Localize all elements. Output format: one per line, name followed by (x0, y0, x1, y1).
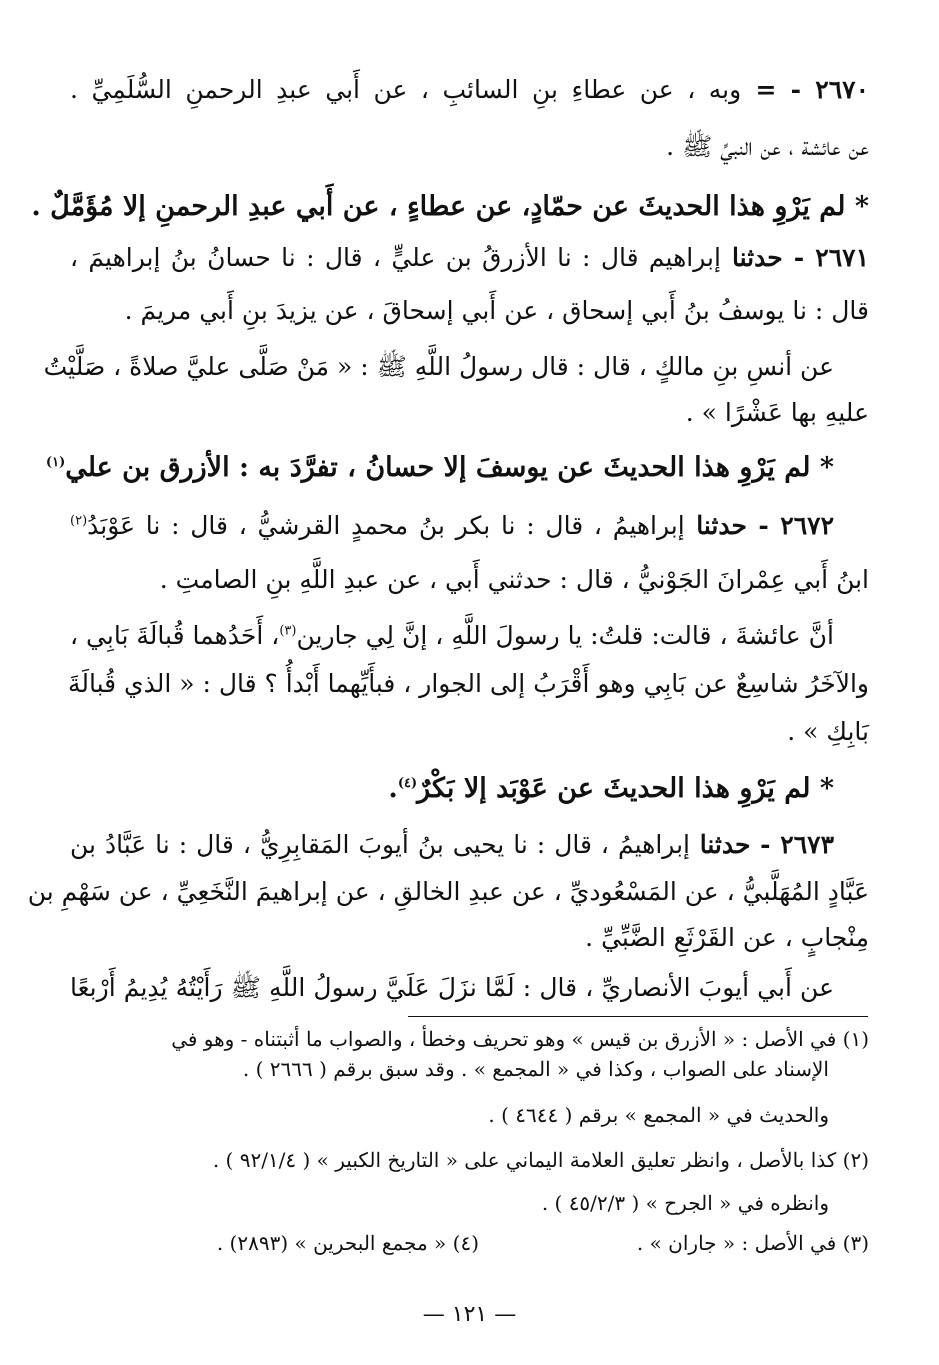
text-line: * لم يَرْوِ هذا الحديثَ عن يوسفَ إلا حسانُ ، تفرَّدَ به : الأزرق بن علي (65, 452, 834, 483)
footnote-1-line-1 (70, 1024, 869, 1054)
hadith-2673-line-3 (70, 918, 869, 958)
footnote-2-line-1 (70, 1145, 869, 1175)
footnote-text: الإسناد على الصواب ، وكذا في « المجمع » . وقد سبق برقم ( ٢٦٦٦ ) . (242, 1057, 829, 1081)
hadith-lead: - حدثنا (720, 243, 816, 272)
text-line: . (388, 773, 398, 804)
hadith-2672-line-3 (70, 616, 834, 656)
hadith-2672-line-2 (70, 560, 869, 600)
hadith-2672-note (70, 769, 834, 809)
text-line: أنَّ عائشةَ ، قالت: قلتُ: يا رسولَ اللَّهِ ، إنَّ لِي جارين (296, 621, 834, 650)
text-line: وبه ، عن عطاءِ بنِ السائبِ ، عن أَبي عبدِ الرحمنِ السُّلَمِيِّ . (70, 75, 742, 104)
text-line: إبراهيمُ ، قال : نا بكر بنُ محمدٍ القرشيُّ ، قال : نا عَوْبَدُ (87, 511, 685, 540)
hadith-2673-line-4 (70, 968, 834, 1008)
hadith-number: ٢٦٧١ (815, 243, 869, 272)
text-line: ، أَحَدُهما قُبالَةَ بَابِي ، (70, 621, 280, 650)
hadith-2672-line-1 (70, 506, 834, 546)
footnote-ref: (٣) (279, 623, 297, 639)
hadith-2670-line-1 (70, 70, 869, 110)
text-line: مِنْجابٍ ، عن القَرْثَعِ الضَّبِّيِّ . (585, 923, 869, 952)
text-line: إبراهيمُ ، قال : نا يحيى بنُ أيوبَ المَقابِرِيُّ ، قال : نا عَبَّادُ بن (70, 830, 690, 859)
hadith-2671-note (45, 448, 834, 488)
hadith-lead: - = (741, 75, 816, 104)
text-line: عن أنسِ بنِ مالكٍ ، قال : قال رسولُ اللَّهِ ﷺ : « مَنْ صَلَّى عليَّ صلاةً ، صَلَّيْتُ (43, 352, 834, 381)
hadith-lead: - حدثنا (689, 830, 781, 859)
hadith-2672-line-5 (70, 712, 869, 752)
hadith-2671-line-2 (70, 291, 869, 331)
hadith-2670-line-2 (70, 127, 869, 167)
text-line: عَبَّادٍ المُهَلَّبيُّ ، عن المَسْعُوديِّ ، عن عبدِ الخالقِ ، عن إبراهيمَ النَّخَعِيِّ ، عن سَهْمِ بن (27, 877, 869, 906)
hadith-lead: - حدثنا (684, 511, 781, 540)
text-line: عليهِ بها عَشْرًا » . (685, 398, 869, 427)
footnote-text: (٤) « مجمع البحرين » (٢٨٩٣) . (216, 1231, 479, 1255)
footnote-text: (١) في الأصل : « الأزرق بن قيس » وهو تحريف وخطأ ، والصواب ما أثبتناه - وهو في (171, 1027, 869, 1051)
hadith-2671-line-4 (70, 393, 869, 433)
footnote-2-line-2 (70, 1188, 829, 1218)
text-line: * لم يَرْوِ هذا الحديثَ عن عَوْبَد إلا بَكْرٌ (417, 773, 834, 804)
page-number: — ١٢١ — (422, 1302, 517, 1327)
footnote-4 (217, 1228, 479, 1258)
footnote-ref: (٤) (397, 776, 418, 791)
text-line: عن عائشة ، عن النبيِّ ﷺ . (666, 132, 869, 161)
hadith-2673-line-2 (27, 872, 869, 912)
footnote-text: والحديث في « المجمع » برقم ( ٤٦٤٤ ) . (488, 1103, 829, 1127)
text-line: والآخَرُ شاسِعٌ عن بَابِي وهو أَقْرَبُ إلى الجوار ، فبأَيِّهما أَبْدأُ ؟ قال : « الذي قُبالَةَ (67, 669, 869, 698)
hadith-2671-line-1 (70, 238, 869, 278)
footnote-separator (408, 1016, 868, 1017)
footnote-text: وانظره في « الجرح » ( ٤٥/٢/٣ ) . (541, 1191, 829, 1215)
footnote-ref: (٢) (70, 513, 88, 529)
text-line: إبراهيم قال : نا الأزرقُ بن عليٍّ ، قال : نا حسانُ بنُ إبراهيمَ ، (70, 243, 721, 272)
hadith-number: ٢٦٧٢ (780, 511, 834, 540)
hadith-number: ٢٦٧٣ (780, 830, 834, 859)
footnote-text: (٣) في الأصل : « جاران » . (636, 1231, 869, 1255)
hadith-number: ٢٦٧٠ (815, 75, 870, 104)
hadith-2672-line-4 (67, 664, 869, 704)
text-line: * لم يَرْوِ هذا الحديثَ عن حمّادٍ، عن عطاءٍ ، عن أَبي عبدِ الرحمنِ إلا مُؤَمَّلٌ . (31, 191, 869, 222)
footnote-text: (٢) كذا بالأصل ، وانظر تعليق العلامة اليماني على « التاريخ الكبير » ( ٩٢/١/٤ ) . (212, 1148, 869, 1172)
footnote-ref: (١) (45, 455, 66, 470)
footnote-1-line-3 (70, 1100, 829, 1130)
footnote-1-line-2 (70, 1054, 829, 1084)
text-line: ابنُ أَبي عِمْرانَ الجَوْنيُّ ، قال : حدثني أَبي ، عن عبدِ اللَّهِ بنِ الصامتِ . (159, 565, 869, 594)
text-line: عن أَبي أيوبَ الأنصاريِّ ، قال : لَمَّا نزَلَ عَلَيَّ رسولُ اللَّهِ ﷺ رَأَيْتُهُ يُدِيمُ أَرْبعًا (70, 973, 834, 1002)
hadith-2673-line-1 (70, 825, 834, 865)
text-line: قال : نا يوسفُ بنُ أَبي إسحاق ، عن أَبي إسحاقَ ، عن يزيدَ بنِ أَبي مريمَ . (124, 296, 869, 325)
hadith-2671-line-3 (43, 347, 834, 387)
footnote-3 (637, 1228, 869, 1258)
text-line: بَابِكِ » . (787, 717, 869, 746)
hadith-2670-note (31, 187, 869, 227)
